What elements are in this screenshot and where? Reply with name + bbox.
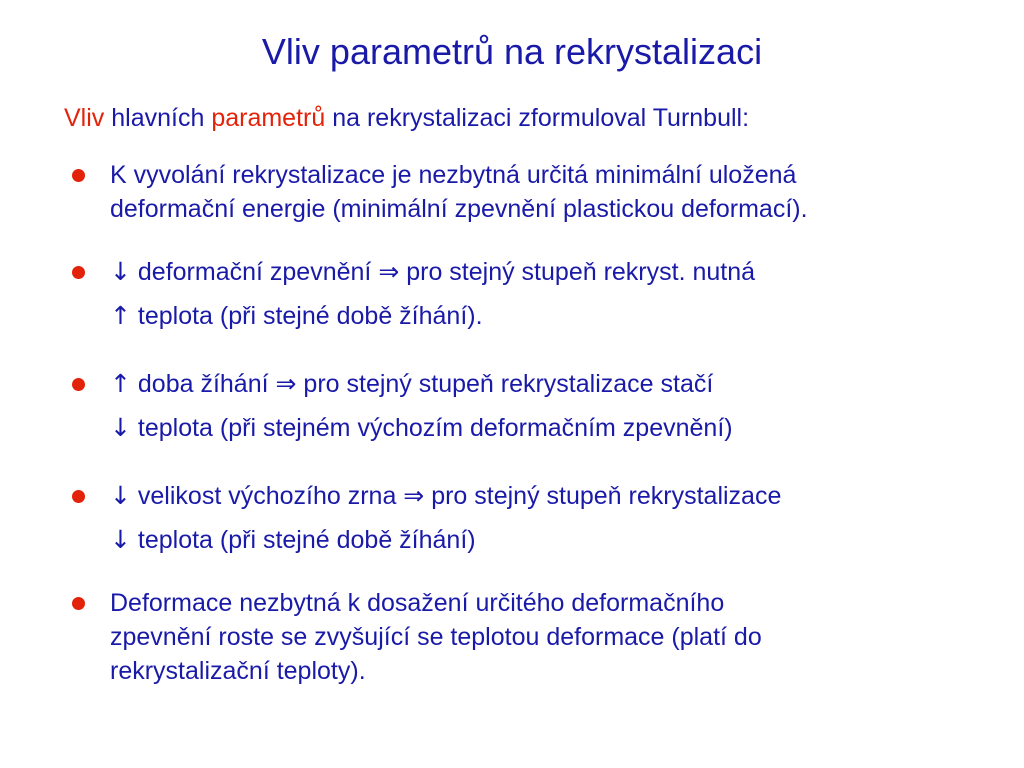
bullet-text: pro stejný stupeň rekryst. nutná — [399, 258, 756, 286]
bullet-line: K vyvolání rekrystalizace je nezbytná určitá minimální uložená — [110, 161, 797, 189]
arrow-down-icon: ↓ — [110, 257, 131, 286]
bullet-item — [68, 474, 1008, 562]
arrow-down-icon: ↓ — [110, 413, 131, 442]
bullet-line: zpevnění roste se zvyšující se teplotou deformace (platí do — [110, 623, 762, 651]
bullet-line: deformační energie (minimální zpevnění plastickou deformací). — [110, 195, 808, 223]
intro-text-rest: na rekrystalizaci zformuloval Turnbull: — [325, 104, 750, 132]
slide-title: Vliv parametrů na rekrystalizaci — [261, 31, 763, 72]
bullet-line — [110, 294, 1008, 338]
arrow-down-icon: ↓ — [110, 525, 131, 554]
arrow-up-icon: ↑ — [110, 369, 131, 398]
intro-line — [64, 101, 749, 135]
bullet-text: teplota (při stejné době žíhání) — [130, 526, 476, 554]
intro-highlight-vliv: Vliv — [64, 104, 105, 132]
bullet-dot-icon — [72, 597, 85, 610]
arrow-up-icon: ↑ — [110, 301, 131, 330]
bullet-dot-icon — [72, 378, 85, 391]
bullet-dot-icon — [72, 169, 85, 182]
bullet-item — [68, 586, 1008, 688]
bullet-text: velikost výchozího zrna — [130, 482, 404, 510]
bullet-text: teplota (při stejné době žíhání). — [130, 302, 483, 330]
bullet-line — [110, 362, 1008, 406]
bullet-item — [68, 362, 1008, 450]
bullet-text: teplota (při stejném výchozím deformačním zpevnění) — [130, 414, 733, 442]
arrow-down-icon: ↓ — [110, 481, 131, 510]
bullet-dot-icon — [72, 266, 85, 279]
bullet-text: pro stejný stupeň rekrystalizace — [424, 482, 782, 510]
bullet-line — [110, 250, 1008, 294]
bullet-item — [68, 158, 1008, 226]
intro-highlight-parametru: parametrů — [211, 104, 326, 132]
bullet-line — [110, 406, 1008, 450]
bullet-text: deformační zpevnění — [130, 258, 379, 286]
bullet-dot-icon — [72, 490, 85, 503]
bullet-item — [68, 250, 1008, 338]
implies-arrow-icon: ⇒ — [275, 369, 297, 398]
intro-text: hlavních — [104, 104, 212, 132]
bullet-line — [110, 518, 1008, 562]
bullet-text: pro stejný stupeň rekrystalizace stačí — [296, 370, 714, 398]
bullet-line: Deformace nezbytná k dosažení určitého deformačního — [110, 589, 725, 617]
bullet-list — [68, 158, 1008, 688]
implies-arrow-icon: ⇒ — [378, 257, 400, 286]
implies-arrow-icon: ⇒ — [403, 481, 425, 510]
bullet-line — [110, 474, 1008, 518]
bullet-text: doba žíhání — [130, 370, 276, 398]
bullet-line: rekrystalizační teploty). — [110, 657, 366, 685]
